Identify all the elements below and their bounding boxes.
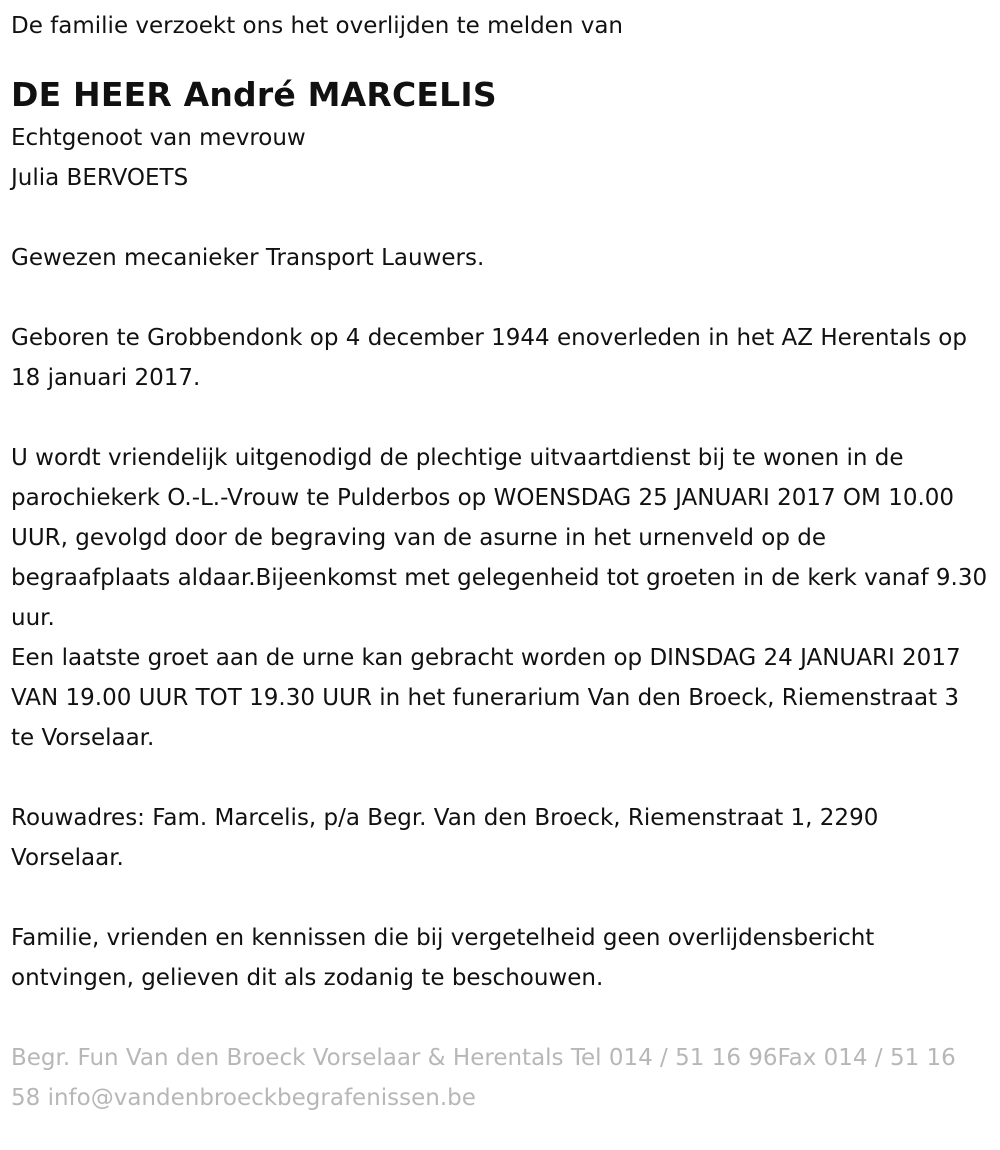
- notice-text: Familie, vrienden en kennissen die bij vergetelheid geen overlijdensbericht ontvingen, gelieven dit als zodanig te beschouwen.: [11, 925, 875, 991]
- birth-death-text: Geboren te Grobbendonk op 4 december 1944 enoverleden in het AZ Herentals op 18 januari 2017.: [11, 325, 967, 391]
- funeral-home-footer: Begr. Fun Van den Broeck Vorselaar & Herentals Tel 014 / 51 16 96Fax 014 / 51 16 58 info@vandenbroeckbegrafenissen.be: [11, 1045, 956, 1111]
- spacer: [11, 198, 988, 238]
- farewell-text: Een laatste groet aan de urne kan gebracht worden op DINSDAG 24 JANUARI 2017 VAN 19.00 UUR TOT 19.30 UUR in het funerarium Van den Broeck, Riemenstraat 3 te Vorselaar.: [11, 645, 961, 751]
- mourning-address: Rouwadres: Fam. Marcelis, p/a Begr. Van den Broeck, Riemenstraat 1, 2290 Vorselaar.: [11, 805, 879, 871]
- spacer: [11, 398, 988, 438]
- funeral-service-text: U wordt vriendelijk uitgenodigd de plechtige uitvaartdienst bij te wonen in de parochiekerk O.-L.-Vrouw te Pulderbos op WOENSDAG 25 JANUARI 2017 OM 10.00 UUR, gevolgd door de begraving van de asurne in het urnenveld op de begraafplaats aldaar.Bijeenkomst met gelegenheid tot groeten in de kerk vanaf 9.30 uur.: [11, 445, 988, 631]
- intro-text: De familie verzoekt ons het overlijden te melden van: [11, 13, 624, 39]
- spouse-line-1: Echtgenoot van mevrouw: [11, 125, 306, 151]
- spacer: [11, 278, 988, 318]
- occupation-text: Gewezen mecanieker Transport Lauwers.: [11, 245, 485, 271]
- spouse-line-2: Julia BERVOETS: [11, 165, 189, 191]
- spacer: [11, 998, 988, 1038]
- deceased-name: DE HEER André MARCELIS: [11, 75, 497, 114]
- spacer: [11, 758, 988, 798]
- spacer: [11, 878, 988, 918]
